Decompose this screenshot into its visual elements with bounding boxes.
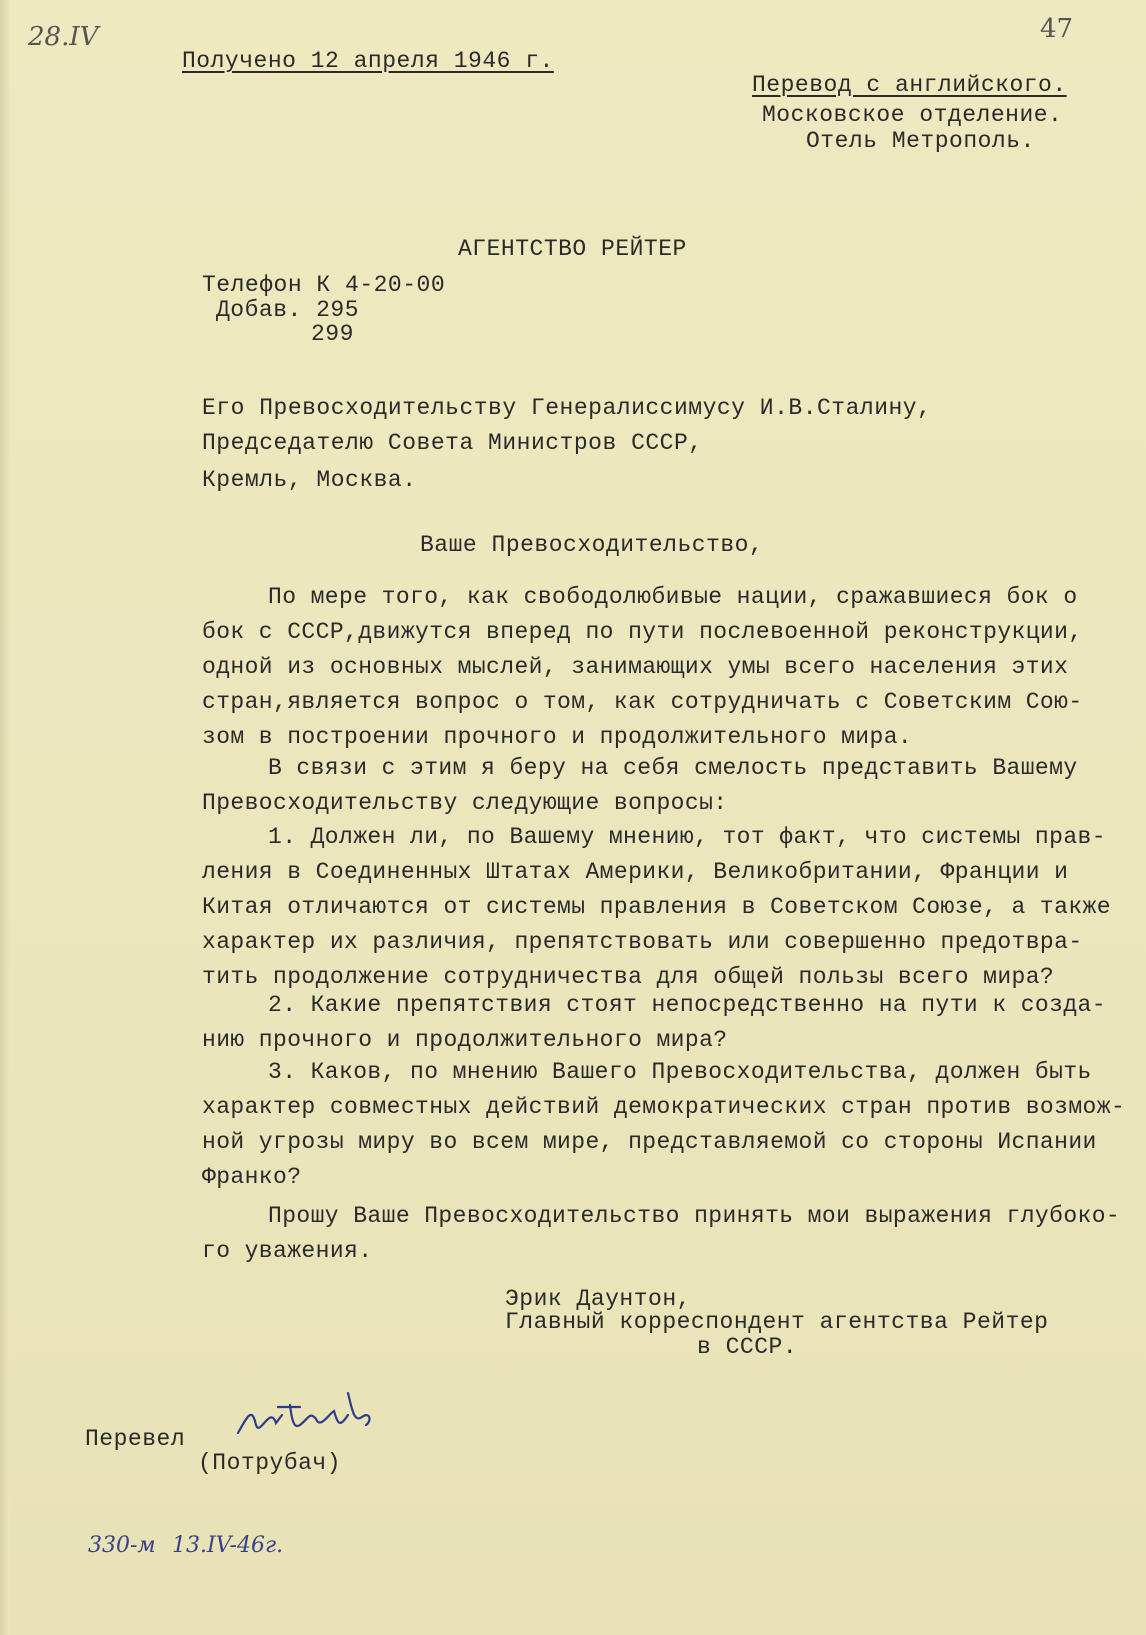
text-line: Прошу Ваше Превосходительство принять мои выражения глубоко- <box>268 1203 1121 1229</box>
page-edge <box>0 0 10 1635</box>
paragraph-1 <box>202 580 1083 755</box>
text-line: Франко? <box>202 1164 302 1190</box>
question-1 <box>202 820 1111 995</box>
translator-label: Перевел <box>85 1426 186 1452</box>
text-line: Превосходительству следующие вопросы: <box>202 790 728 816</box>
signature-place: в СССР. <box>697 1334 798 1360</box>
phone-line1: Телефон К 4-20-00 <box>202 272 446 298</box>
salutation: Ваше Превосходительство, <box>420 532 764 558</box>
branch-line1: Московское отделение. <box>762 102 1063 128</box>
phone-line2: Добав. 295 <box>216 297 360 323</box>
text-line: характер их различия, препятствовать или совершенно предотвра- <box>202 929 1083 955</box>
translator-signature-icon <box>230 1385 390 1445</box>
translator-name: (Потрубач) <box>198 1450 342 1476</box>
address-line1: Его Превосходительству Генералиссимусу И.В.Сталину, <box>202 395 932 421</box>
phone-line3: 299 <box>311 321 354 347</box>
handwritten-top-left: 28.IV <box>28 22 99 52</box>
text-line: В связи с этим я беру на себя смелость представить Вашему <box>268 755 1078 781</box>
text-line: го уважения. <box>202 1238 373 1264</box>
question-2 <box>202 988 1106 1058</box>
handwritten-date: 13.IV-46г. <box>172 1533 284 1558</box>
text-line: По мере того, как свободолюбивые нации, сражавшиеся бок о <box>268 584 1078 610</box>
translation-note: Перевод с английского. <box>752 72 1067 98</box>
text-line: Китая отличаются от системы правления в Советском Союзе, а также <box>202 894 1111 920</box>
received-date: Получено 12 апреля 1946 г. <box>182 48 554 74</box>
text-line: тить продолжение сотрудничества для общей пользы всего мира? <box>202 964 1055 990</box>
text-line: 2. Какие препятствия стоят непосредственно на пути к созда- <box>268 992 1106 1018</box>
address-line2: Председателю Совета Министров СССР, <box>202 430 703 456</box>
question-3 <box>202 1055 1125 1195</box>
text-line: ления в Соединенных Штатах Америки, Великобритании, Франции и <box>202 859 1069 885</box>
text-line: зом в построении прочного и продолжительного мира. <box>202 724 913 750</box>
text-line: 3. Каков, по мнению Вашего Превосходительства, должен быть <box>268 1059 1092 1085</box>
signature-name: Эрик Даунтон, <box>505 1286 691 1312</box>
handwritten-page-number: 47 <box>1040 14 1074 44</box>
text-line: 1. Должен ли, по Вашему мнению, тот факт, что системы прав- <box>268 824 1106 850</box>
agency-title: АГЕНТСТВО РЕЙТЕР <box>458 236 687 262</box>
address-line3: Кремль, Москва. <box>202 467 417 493</box>
text-line: ной угрозы миру во всем мире, представляемой со стороны Испании <box>202 1129 1097 1155</box>
text-line: нию прочного и продолжительного мира? <box>202 1027 728 1053</box>
handwritten-code: 330-м <box>88 1533 156 1558</box>
text-line: стран,является вопрос о том, как сотрудничать с Советским Сою- <box>202 689 1083 715</box>
branch-line2: Отель Метрополь. <box>806 128 1035 154</box>
text-line: бок с СССР,движутся вперед по пути послевоенной реконструкции, <box>202 619 1083 645</box>
paragraph-2 <box>202 751 1078 821</box>
text-line: одной из основных мыслей, занимающих умы всего населения этих <box>202 654 1069 680</box>
text-line: характер совместных действий демократических стран против возмож- <box>202 1094 1126 1120</box>
signature-title: Главный корреспондент агентства Рейтер <box>505 1309 1049 1335</box>
closing-paragraph <box>202 1199 1120 1269</box>
